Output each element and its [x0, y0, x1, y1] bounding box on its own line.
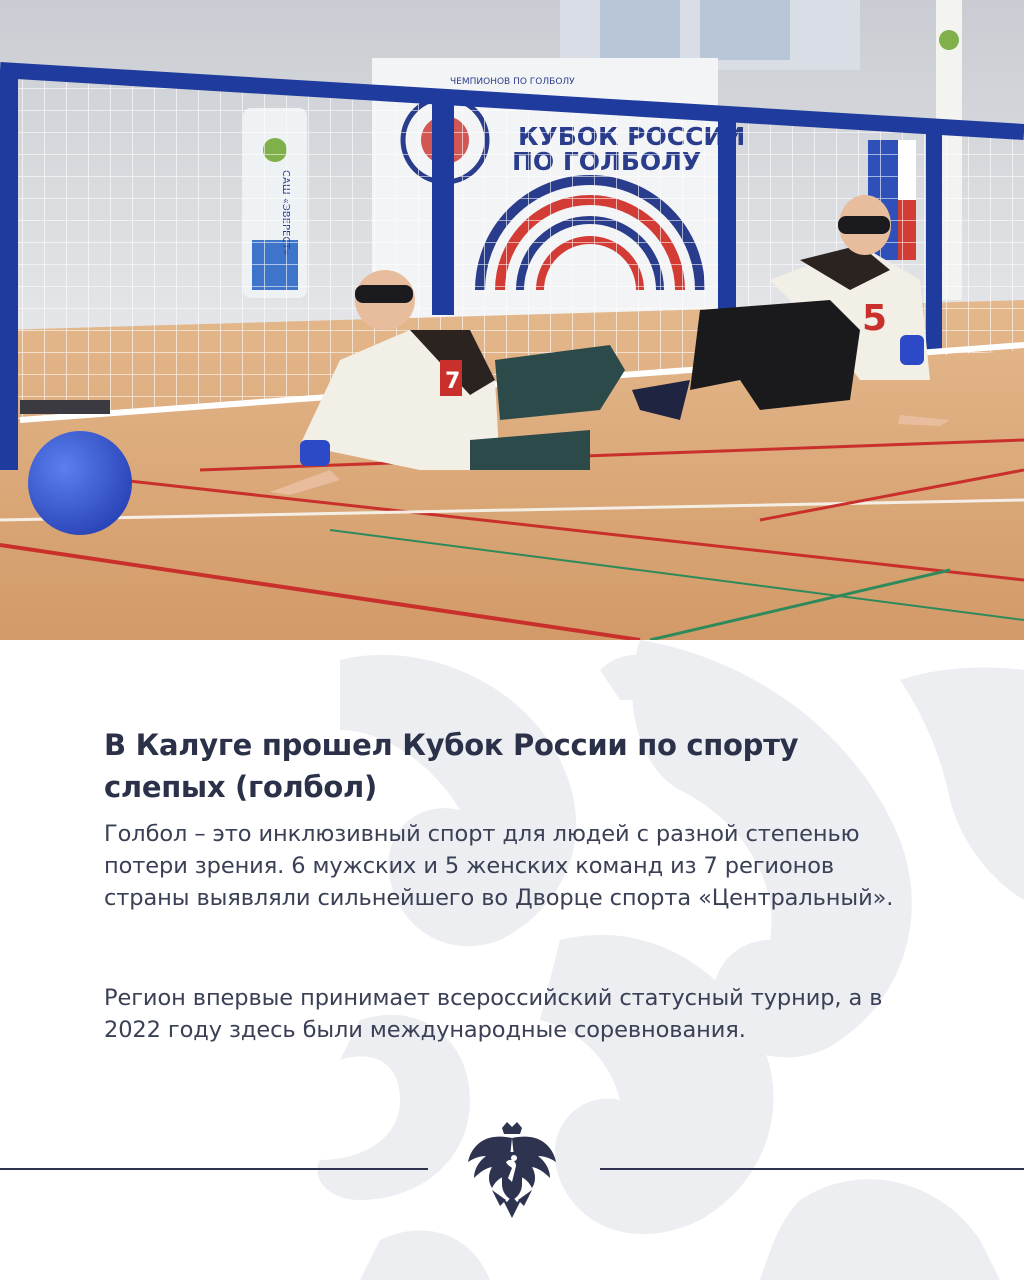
article-paragraph-2: Регион впервые принимает всероссийский статусный турнир, а в 2022 году здесь были международные соревнования.	[104, 985, 883, 1043]
player-back-number: 5	[862, 298, 888, 339]
footer-divider-left	[0, 1168, 428, 1170]
article-paragraph-1: Голбол – это инклюзивный спорт для людей с разной степенью потери зрения. 6 мужских и 5 женских команд из 7 регионов страны выявляли сильнейшего во Дворце спорта «Центральный».	[104, 821, 894, 911]
footer-divider-right	[600, 1168, 1024, 1170]
article-headline: В Калуге прошел Кубок России по спорту слепых (голбол)	[104, 728, 799, 804]
player-front-number: 7	[445, 369, 461, 394]
banner-subtitle: ЧЕМПИОНОВ ПО ГОЛБОЛУ	[450, 77, 575, 87]
goalball-ball	[28, 431, 132, 535]
double-headed-eagle-emblem-icon	[462, 1122, 562, 1218]
